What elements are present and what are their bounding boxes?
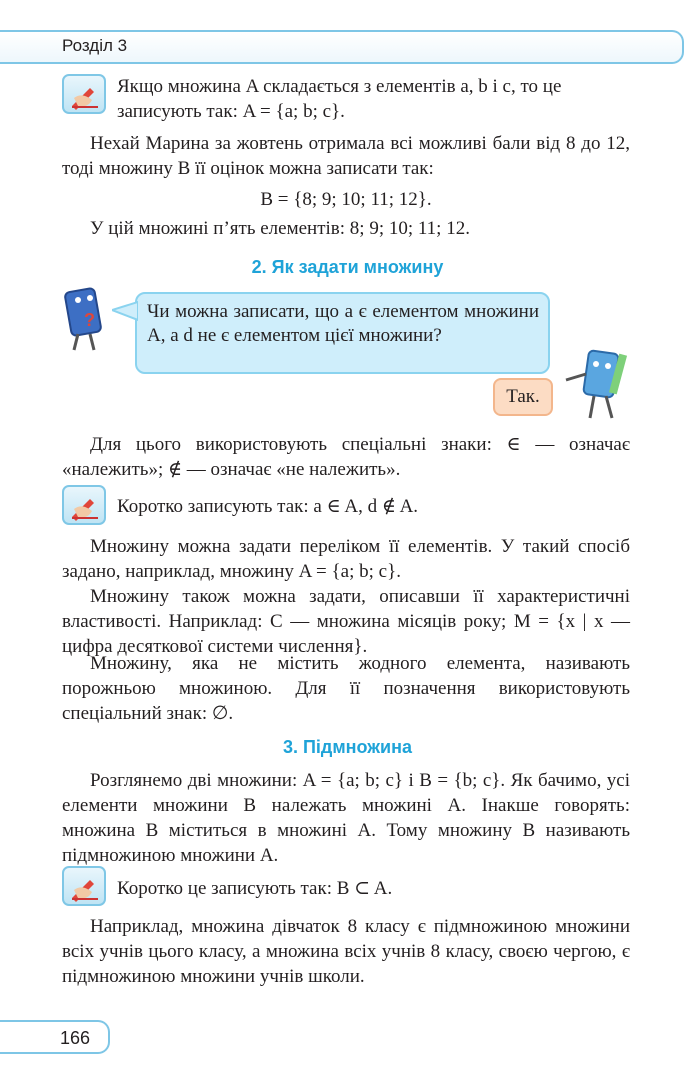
note-set-notation: Якщо множина A складається з елементів a, b і c, то це записують так: A = {a; b; c}. (117, 76, 562, 122)
question-bubble (135, 292, 550, 374)
paragraph-example: Наприклад, множина дівчаток 8 класу є підмножиною множини всіх учнів цього класу, а множина всіх учнів 8 класу, своєю чергою, є підмножиною множини учнів школи. (62, 916, 630, 987)
question-text: Чи можна записати, що a є елементом множини A, а d не є елементом цієї множини? (147, 301, 539, 346)
bubble-tail (112, 300, 138, 322)
page-header (0, 30, 695, 62)
section-label: Розділ 3 (62, 36, 128, 55)
page-number-box (0, 1020, 110, 1054)
paragraph-enumeration: Множину можна задати переліком її елементів. У такий спосіб задано, наприклад, множину A = {a; b; c}. (62, 536, 630, 582)
paragraph-five-elements: У цій множині п’ять елементів: 8; 9; 10; 11; 12. (90, 218, 470, 239)
page-number: 166 (59, 1028, 90, 1048)
svg-text:?: ? (84, 310, 95, 330)
paragraph-empty-set: Множину, яка не містить жодного елемента, називають порожньою множиною. Для її позначення використовують спеціальний знак: ∅. (62, 653, 630, 724)
question-robot-icon (60, 284, 112, 354)
paragraph-subset: Розглянемо дві множини: A = {a; b; c} і B = {b; c}. Як бачимо, усі елементи множини B належать множині A. Інакше говорять: множина B міститься в множині A. Тому множину B називають підмножиною множини A. (62, 770, 630, 866)
answer-bubble: Так. (493, 378, 553, 416)
pencil-hand-icon (62, 74, 106, 114)
section-3-title: 3. Підмножина (282, 737, 413, 757)
paragraph-signs: Для цього використовують спеціальні знаки: ∈ — означає «належить»; ∉ — означає «не належить». (62, 434, 630, 480)
note-membership: Коротко записують так: a ∈ A, d ∉ A. (117, 496, 419, 517)
paragraph-marina: Нехай Марина за жовтень отримала всі можливі бали від 8 до 12, тоді множину B її оцінок можна записати так: (62, 133, 630, 179)
pencil-hand-icon (62, 866, 106, 906)
pencil-hand-icon (62, 485, 106, 525)
section-2-title: 2. Як задати множину (251, 257, 444, 277)
answer-robot-icon (560, 344, 638, 424)
note-subset: Коротко це записують так: B ⊂ A. (117, 878, 393, 899)
formula-set-b: B = {8; 9; 10; 11; 12}. (260, 189, 432, 210)
paragraph-properties: Множину також можна задати, описавши її характеристичні властивості. Наприклад: C — множина місяців року; M = {x | x — цифра десяткової системи числення}. (62, 586, 630, 657)
